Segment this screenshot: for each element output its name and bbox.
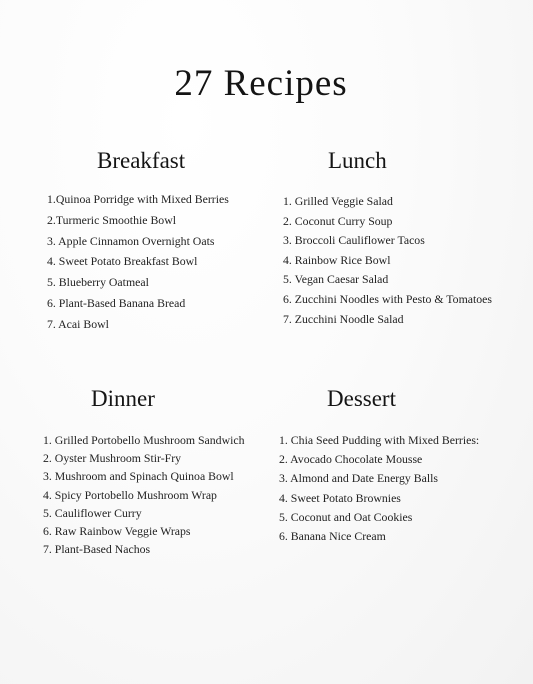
recipe-item: 5. Coconut and Oat Cookies <box>279 509 413 524</box>
section-heading-lunch: Lunch <box>328 148 387 173</box>
recipe-item: 2.Turmeric Smoothie Bowl <box>47 212 177 227</box>
recipe-item: 3. Mushroom and Spinach Quinoa Bowl <box>43 469 234 484</box>
recipe-item: 4. Sweet Potato Breakfast Bowl <box>47 254 198 269</box>
section-heading-dessert: Dessert <box>327 386 396 411</box>
section-heading-breakfast: Breakfast <box>97 148 186 173</box>
recipe-item: 5. Vegan Caesar Salad <box>283 272 389 287</box>
recipe-list-dessert <box>279 431 479 546</box>
recipe-item: 6. Banana Nice Cream <box>279 529 386 544</box>
recipe-item: 5. Blueberry Oatmeal <box>47 275 149 290</box>
recipe-item: 5. Cauliflower Curry <box>43 505 142 520</box>
recipe-list-dinner <box>43 431 245 558</box>
recipe-item: 4. Sweet Potato Brownies <box>279 490 401 505</box>
recipe-item: 4. Spicy Portobello Mushroom Wrap <box>43 487 217 502</box>
page-title: 27 Recipes <box>174 63 348 104</box>
recipe-item: 1. Chia Seed Pudding with Mixed Berries: <box>279 433 480 447</box>
recipe-item: 2. Coconut Curry Soup <box>283 213 393 228</box>
recipe-item: 7. Acai Bowl <box>47 316 109 331</box>
section-heading-dinner: Dinner <box>91 386 155 411</box>
recipe-item: 3. Apple Cinnamon Overnight Oats <box>47 233 215 248</box>
recipe-item: 1. Grilled Veggie Salad <box>283 194 393 208</box>
recipe-item: 2. Oyster Mushroom Stir-Fry <box>43 451 182 466</box>
recipe-item: 7. Zucchini Noodle Salad <box>283 311 404 326</box>
recipe-item: 3. Almond and Date Energy Balls <box>279 471 439 486</box>
recipe-item: 4. Rainbow Rice Bowl <box>283 252 391 267</box>
recipe-item: 1.Quinoa Porridge with Mixed Berries <box>47 192 229 206</box>
recipe-item: 3. Broccoli Cauliflower Tacos <box>283 233 425 248</box>
recipe-list-breakfast <box>47 189 229 335</box>
recipe-item: 6. Zucchini Noodles with Pesto & Tomatoes <box>283 291 492 306</box>
recipe-item: 6. Plant-Based Banana Bread <box>47 295 186 310</box>
recipe-item: 2. Avocado Chocolate Mousse <box>279 452 423 467</box>
recipe-item: 1. Grilled Portobello Mushroom Sandwich <box>43 433 245 447</box>
recipe-item: 6. Raw Rainbow Veggie Wraps <box>43 524 191 539</box>
recipe-item: 7. Plant-Based Nachos <box>43 542 151 557</box>
recipe-list-lunch <box>283 192 492 329</box>
